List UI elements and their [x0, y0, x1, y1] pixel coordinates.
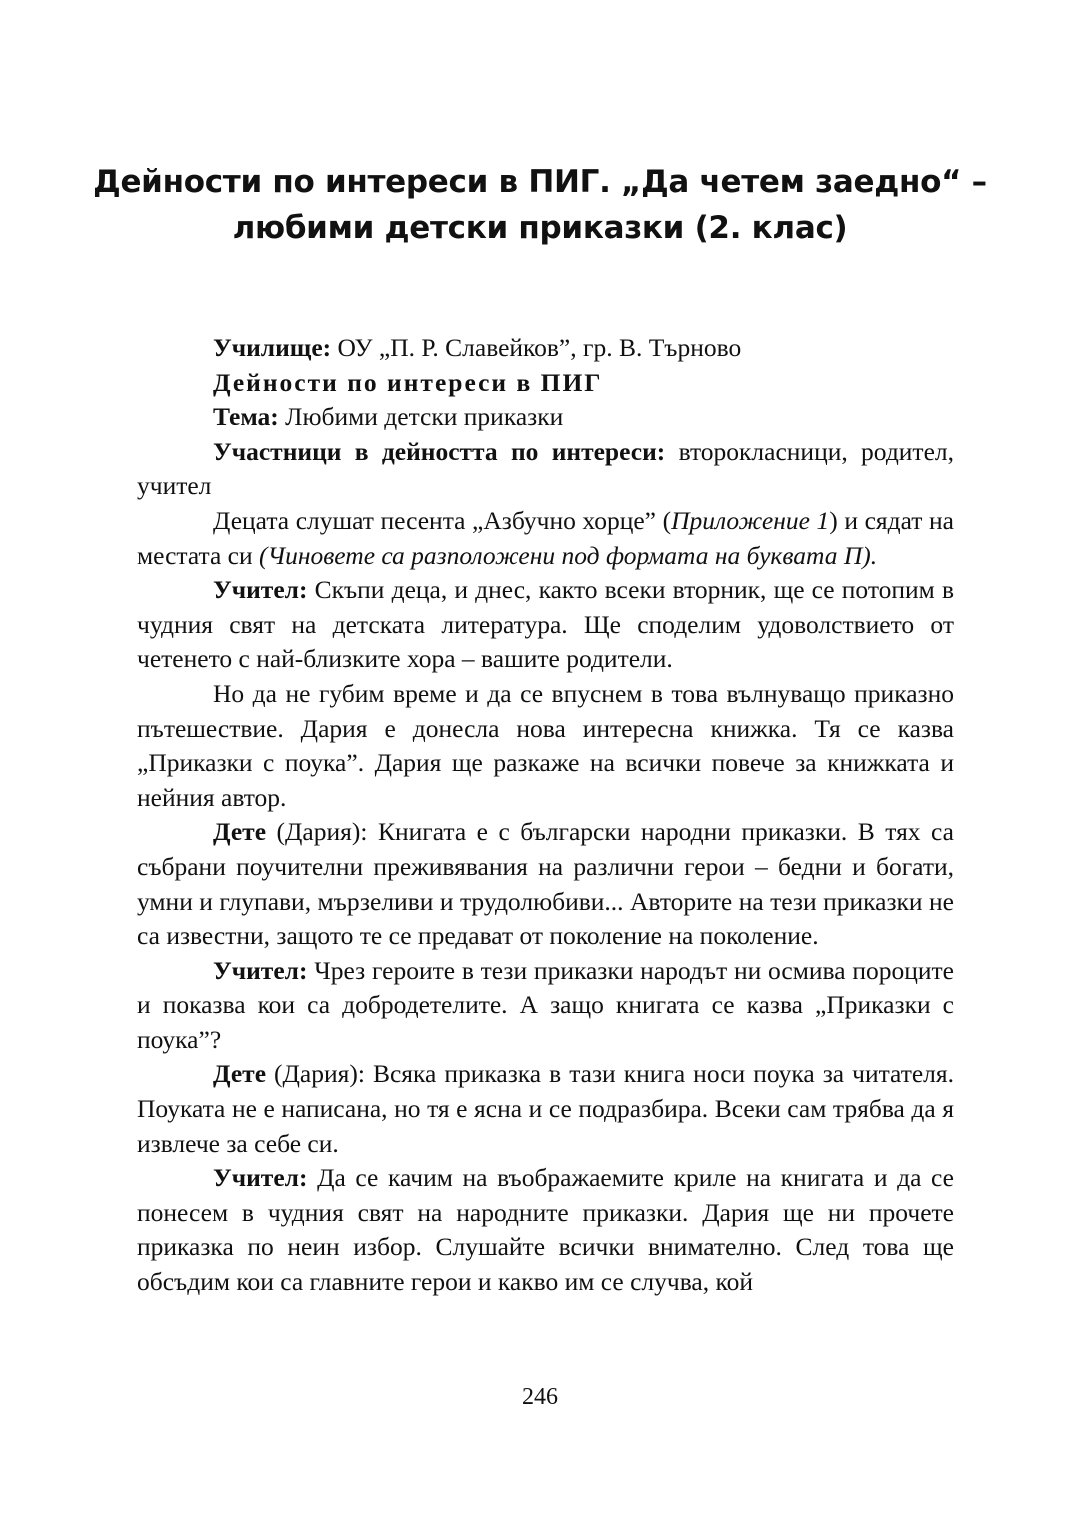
- paragraph-2: [137, 573, 954, 677]
- topic-line: [137, 400, 954, 435]
- school-line: [137, 331, 954, 366]
- topic-value: Любими детски приказки: [278, 402, 564, 432]
- p1-appendix-ref: Приложение 1: [671, 505, 830, 535]
- title-line-2: любими детски приказки (2. клас): [232, 209, 848, 246]
- paragraph-5: [137, 954, 954, 1058]
- school-label: Училище:: [213, 333, 332, 362]
- p2-text: Скъпи деца, и днес, както всеки вторник, ще се потопим в чудния свят на детската литература. Ще споделим удоволствието от четенето с най-близките хора – вашите родители.: [137, 575, 954, 674]
- paragraph-7: [137, 1161, 954, 1299]
- p3-text: Но да не губим време и да се впуснем в това вълнуващо приказно пътешествие. Дария е донесла нова интересна книжка. Тя се казва „Приказки с поука”. Дария ще разкаже на всички повече за книжката и нейния автор.: [137, 678, 954, 812]
- paragraph-1: [137, 504, 954, 573]
- speaker-teacher: Учител:: [213, 955, 308, 985]
- p5-text: Чрез героите в тези приказки народът ни осмива пороците и показва кои са добродетелите. А защо книгата се казва „Приказки с поука”?: [137, 955, 954, 1054]
- p1-stage-note: (Чиновете са разположени под формата на буквата П).: [259, 540, 878, 570]
- paragraph-6: [137, 1057, 954, 1161]
- body-text: [137, 331, 954, 1300]
- title-line-1: Дейности по интереси в ПИГ. „Да четем заедно“ –: [93, 163, 987, 200]
- speaker-teacher: Учител:: [213, 575, 308, 605]
- speaker-teacher: Учител:: [213, 1163, 308, 1193]
- p4-text: (Дария): Книгата е с български народни приказки. В тях са събрани поучителни преживявания на различни герои – бедни и богати, умни и глупави, мързеливи и трудолюбиви... Авторите на тези приказки не са известни, защото те се предават от поколение на поколение.: [137, 817, 954, 951]
- p1-text-a: Децата слушат песента „Азбучно хорце” (: [213, 505, 672, 535]
- paragraph-4: [137, 815, 954, 953]
- activity-label: Дейности по интереси в ПИГ: [213, 367, 603, 397]
- paragraph-3: [137, 677, 954, 815]
- participants-label: Участници в дейността по интереси:: [213, 436, 666, 466]
- participants-paragraph: [137, 435, 954, 504]
- page-number: 246: [522, 1384, 558, 1410]
- participants-value: второкласници, родител, учител: [137, 436, 954, 501]
- school-value: ОУ „П. Р. Славейков”, гр. В. Търново: [331, 333, 742, 362]
- speaker-child: Дете: [213, 1059, 267, 1089]
- topic-label: Тема:: [213, 402, 279, 432]
- activity-heading: [137, 366, 954, 401]
- p6-text: (Дария): Всяка приказка в тази книга носи поука за читателя. Поуката не е написана, но тя е ясна и се подразбира. Всеки сам трябва да я извлече за себе си.: [137, 1059, 954, 1158]
- p7-text: Да се качим на въображаемите криле на книгата и да се понесем в чудния свят на народните приказки. Дария ще ни прочете приказка по неин избор. Слушайте всички внимателно. След това ще обсъдим кои са главните герои и какво им се случва, кой: [137, 1163, 954, 1297]
- speaker-child: Дете: [213, 817, 267, 847]
- page-title: [0, 159, 1080, 251]
- p1-text-c: ) и сядат на местата си: [137, 505, 954, 570]
